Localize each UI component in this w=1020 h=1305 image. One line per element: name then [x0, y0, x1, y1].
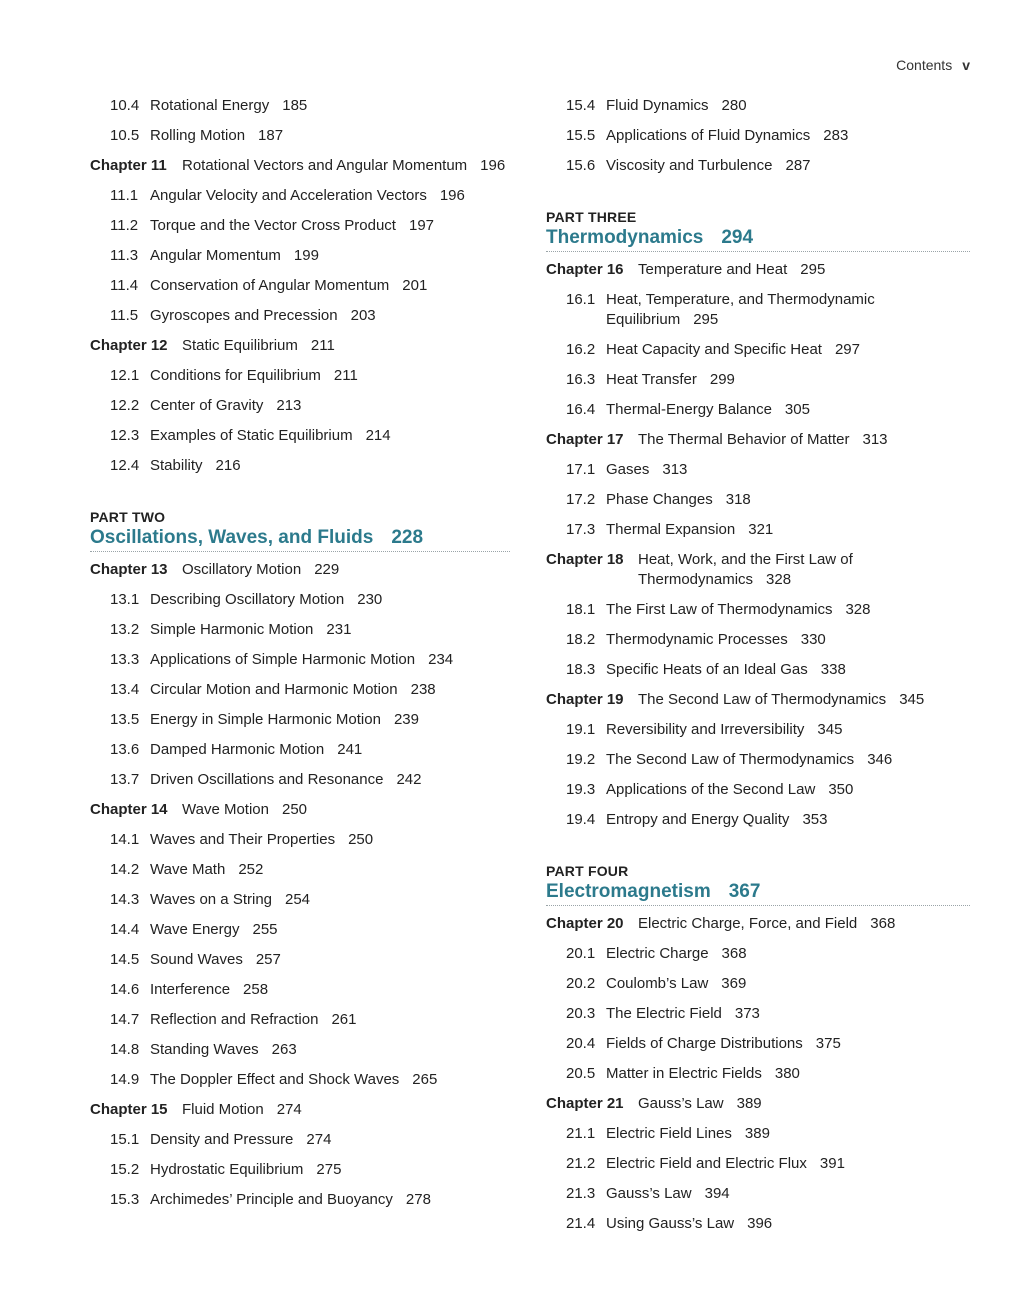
section-number: 12.2 — [110, 397, 140, 414]
section-number: 11.4 — [110, 277, 139, 294]
section-page-number: 338 — [820, 661, 846, 678]
section-page-number: 265 — [412, 1071, 438, 1088]
section-page-number: 238 — [410, 681, 436, 698]
chapter-page-number: 313 — [862, 431, 888, 448]
chapter-title: Fluid Motion — [182, 1101, 264, 1118]
section-title: Conditions for Equilibrium — [150, 367, 321, 384]
chapter-page-number: 368 — [870, 915, 896, 932]
chapter-label: Chapter 14 — [90, 801, 168, 818]
section-page-number: 197 — [408, 217, 435, 234]
section-number: 18.3 — [566, 661, 596, 678]
section-page-number: 185 — [282, 97, 308, 114]
section-title: Gyroscopes and Precession — [150, 307, 338, 324]
section-title: Applications of Simple Harmonic Motion — [150, 651, 416, 668]
section-page-number: 299 — [709, 371, 735, 388]
section-title: Archimedes’ Principle and Buoyancy — [150, 1191, 393, 1208]
part-page-number: 228 — [391, 527, 424, 548]
section-number: 17.2 — [566, 491, 596, 508]
section-page-number: 280 — [721, 97, 747, 114]
section-number: 13.5 — [110, 711, 140, 728]
section-page-number: 391 — [819, 1155, 845, 1172]
toc-section-entry[interactable] — [546, 400, 970, 420]
section-title: Phase Changes — [606, 491, 713, 508]
section-page-number: 318 — [725, 491, 751, 508]
chapter-title: The Thermal Behavior of Matter — [638, 431, 850, 448]
toc-chapter-entry[interactable] — [90, 1100, 510, 1120]
section-number: 11.2 — [110, 217, 139, 234]
section-title: Thermal-Energy Balance — [606, 401, 772, 418]
toc-section-entry[interactable] — [90, 456, 510, 476]
section-number: 14.5 — [110, 951, 140, 968]
section-number: 14.8 — [110, 1041, 140, 1058]
toc-section-entry[interactable] — [90, 650, 510, 670]
section-number: 15.6 — [566, 157, 596, 174]
section-number: 20.3 — [566, 1005, 596, 1022]
toc-chapter-entry[interactable] — [90, 560, 510, 580]
section-page-number: 250 — [348, 831, 374, 848]
section-page-number: 396 — [747, 1215, 773, 1232]
section-title: Gauss’s Law — [606, 1185, 692, 1202]
part-title: Oscillations, Waves, and Fluids — [90, 527, 374, 548]
section-page-number: 241 — [337, 741, 363, 758]
section-title: Sound Waves — [150, 951, 243, 968]
part-heading[interactable] — [546, 880, 970, 906]
toc-section-entry[interactable] — [546, 370, 970, 390]
section-number: 11.3 — [110, 247, 139, 264]
toc-section-entry[interactable] — [546, 974, 970, 994]
toc-section-entry[interactable] — [90, 830, 510, 850]
section-number: 13.2 — [110, 621, 140, 638]
section-title: Using Gauss’s Law — [606, 1215, 735, 1232]
toc-section-entry[interactable] — [546, 810, 970, 830]
section-page-number: 275 — [316, 1161, 342, 1178]
section-title: Gases — [606, 461, 650, 478]
section-number: 14.4 — [110, 921, 140, 938]
section-number: 19.2 — [566, 751, 596, 768]
section-title: Interference — [150, 981, 231, 998]
section-title: Entropy and Energy Quality — [606, 811, 790, 828]
section-title: The Electric Field — [606, 1005, 722, 1022]
section-number: 16.3 — [566, 371, 596, 388]
toc-section-entry[interactable] — [90, 216, 510, 236]
part-heading[interactable] — [546, 226, 970, 252]
section-title: The First Law of Thermodynamics — [606, 601, 833, 618]
running-head-label: Contents — [896, 57, 953, 73]
section-title: Viscosity and Turbulence — [606, 157, 773, 174]
section-number: 10.5 — [110, 127, 140, 144]
toc-section-entry[interactable] — [546, 660, 970, 680]
section-title: The Doppler Effect and Shock Waves — [150, 1071, 400, 1088]
toc-section-entry[interactable] — [90, 710, 510, 730]
chapter-title: The Second Law of Thermodynamics — [638, 691, 887, 708]
toc-section-entry[interactable] — [90, 1040, 510, 1060]
section-page-number: 283 — [823, 127, 849, 144]
chapter-title: Oscillatory Motion — [182, 561, 302, 578]
section-title: Thermodynamic Processes — [606, 631, 788, 648]
section-number: 17.3 — [566, 521, 596, 538]
section-number: 11.1 — [110, 187, 139, 204]
section-title: Rolling Motion — [150, 127, 246, 144]
section-number: 10.4 — [110, 97, 140, 114]
chapter-label: Chapter 21 — [546, 1095, 624, 1112]
chapter-title: Electric Charge, Force, and Field — [638, 915, 858, 932]
part-label: PART FOUR — [546, 863, 629, 879]
section-title: Reversibility and Irreversibility — [606, 721, 805, 738]
chapter-page-number: 328 — [766, 571, 792, 588]
section-page-number: 252 — [238, 861, 264, 878]
section-title: Thermal Expansion — [606, 521, 736, 538]
section-number: 13.3 — [110, 651, 140, 668]
toc-section-entry[interactable] — [546, 600, 970, 620]
section-number: 18.1 — [566, 601, 596, 618]
toc-chapter-entry[interactable] — [546, 260, 970, 280]
part-label: PART TWO — [90, 509, 166, 525]
section-page-number: 261 — [331, 1011, 357, 1028]
section-title: Wave Math — [150, 861, 226, 878]
toc-chapter-entry[interactable] — [546, 1094, 970, 1114]
section-number: 20.2 — [566, 975, 596, 992]
chapter-label: Chapter 19 — [546, 691, 624, 708]
section-page-number: 230 — [357, 591, 383, 608]
chapter-label: Chapter 11 — [90, 157, 167, 174]
toc-chapter-entry[interactable] — [90, 800, 510, 820]
toc-section-entry[interactable] — [90, 950, 510, 970]
toc-section-entry[interactable] — [90, 590, 510, 610]
section-number: 20.4 — [566, 1035, 596, 1052]
toc-section-entry[interactable] — [90, 276, 510, 296]
section-page-number: 380 — [774, 1065, 800, 1082]
toc-section-entry[interactable] — [546, 290, 970, 330]
section-title: Density and Pressure — [150, 1131, 294, 1148]
section-page-number: 257 — [255, 951, 281, 968]
section-title: Reflection and Refraction — [150, 1011, 319, 1028]
toc-left-column — [90, 96, 510, 1220]
section-number: 13.1 — [110, 591, 140, 608]
toc-section-entry[interactable] — [90, 126, 510, 146]
toc-section-entry[interactable] — [546, 1214, 970, 1234]
section-title: Damped Harmonic Motion — [150, 741, 325, 758]
toc-section-entry[interactable] — [90, 426, 510, 446]
section-title: Stability — [150, 457, 203, 474]
chapter-label: Chapter 15 — [90, 1101, 168, 1118]
section-title: Heat, Temperature, and Thermodynamic Equilibrium — [606, 291, 875, 328]
section-number: 19.1 — [566, 721, 596, 738]
section-page-number: 213 — [276, 397, 302, 414]
chapter-label: Chapter 13 — [90, 561, 168, 578]
section-page-number: 346 — [867, 751, 893, 768]
section-number: 12.3 — [110, 427, 140, 444]
toc-section-entry[interactable] — [90, 740, 510, 760]
toc-section-entry[interactable] — [546, 460, 970, 480]
toc-section-entry[interactable] — [546, 156, 970, 176]
section-number: 21.1 — [566, 1125, 596, 1142]
chapter-label: Chapter 12 — [90, 337, 168, 354]
section-title: Applications of the Second Law — [606, 781, 816, 798]
section-page-number: 328 — [845, 601, 871, 618]
section-title: Center of Gravity — [150, 397, 264, 414]
section-page-number: 234 — [428, 651, 454, 668]
toc-section-entry[interactable] — [546, 630, 970, 650]
section-page-number: 211 — [333, 367, 358, 384]
section-title: Specific Heats of an Ideal Gas — [606, 661, 808, 678]
section-page-number: 321 — [748, 521, 774, 538]
toc-section-entry[interactable] — [90, 1130, 510, 1150]
toc-section-entry[interactable] — [546, 720, 970, 740]
chapter-label: Chapter 20 — [546, 915, 624, 932]
part-page-number: 294 — [721, 227, 754, 248]
section-title: Electric Field Lines — [606, 1125, 732, 1142]
section-page-number: 369 — [721, 975, 747, 992]
chapter-title: Wave Motion — [182, 801, 269, 818]
toc-section-entry[interactable] — [90, 860, 510, 880]
section-title: Driven Oscillations and Resonance — [150, 771, 384, 788]
section-page-number: 199 — [293, 247, 319, 264]
section-page-number: 254 — [285, 891, 311, 908]
chapter-page-number: 274 — [276, 1101, 302, 1118]
section-title: Wave Energy — [150, 921, 240, 938]
section-title: Torque and the Vector Cross Product — [150, 217, 396, 234]
section-number: 18.2 — [566, 631, 596, 648]
chapter-label: Chapter 17 — [546, 431, 624, 448]
chapter-page-number: 250 — [281, 801, 308, 818]
section-title: Waves and Their Properties — [150, 831, 336, 848]
section-number: 21.2 — [566, 1155, 596, 1172]
section-number: 20.1 — [566, 945, 596, 962]
running-head — [896, 57, 970, 73]
chapter-title: Temperature and Heat — [638, 261, 788, 278]
toc-chapter-entry[interactable] — [546, 430, 970, 450]
chapter-title: Rotational Vectors and Angular Momentum — [182, 157, 468, 174]
section-title: Matter in Electric Fields — [606, 1065, 762, 1082]
section-page-number: 353 — [802, 811, 828, 828]
toc-section-entry[interactable] — [546, 126, 970, 146]
section-number: 19.3 — [566, 781, 596, 798]
section-number: 12.1 — [110, 367, 140, 384]
section-number: 14.6 — [110, 981, 140, 998]
part-title: Thermodynamics — [546, 227, 704, 248]
section-number: 15.2 — [110, 1161, 140, 1178]
section-title: Heat Capacity and Specific Heat — [606, 341, 822, 358]
chapter-page-number: 211 — [310, 337, 335, 354]
section-title: Simple Harmonic Motion — [150, 621, 314, 638]
toc-section-entry[interactable] — [546, 1004, 970, 1024]
chapter-title: Heat, Work, and the First Law of Thermodynamics — [638, 551, 853, 588]
toc-section-entry[interactable] — [90, 680, 510, 700]
section-page-number: 258 — [243, 981, 269, 998]
section-number: 14.2 — [110, 861, 140, 878]
section-title: Conservation of Angular Momentum — [150, 277, 390, 294]
section-title: Hydrostatic Equilibrium — [150, 1161, 304, 1178]
toc-section-entry[interactable] — [90, 366, 510, 386]
section-page-number: 297 — [834, 341, 860, 358]
toc-chapter-entry[interactable] — [546, 690, 970, 710]
part-label: PART THREE — [546, 209, 637, 225]
section-title: Waves on a String — [150, 891, 272, 908]
toc-section-entry[interactable] — [546, 1154, 970, 1174]
section-number: 11.5 — [110, 307, 139, 324]
section-number: 15.5 — [566, 127, 596, 144]
section-title: The Second Law of Thermodynamics — [606, 751, 855, 768]
toc-chapter-entry[interactable] — [546, 550, 970, 590]
section-number: 20.5 — [566, 1065, 596, 1082]
toc-section-entry[interactable] — [90, 306, 510, 326]
toc-section-entry[interactable] — [546, 340, 970, 360]
toc-chapter-entry[interactable] — [90, 336, 510, 356]
section-title: Electric Field and Electric Flux — [606, 1155, 807, 1172]
toc-section-entry[interactable] — [90, 1160, 510, 1180]
toc-section-entry[interactable] — [90, 186, 510, 206]
toc-right-column — [546, 96, 970, 1244]
section-title: Electric Charge — [606, 945, 709, 962]
toc-section-entry[interactable] — [546, 1124, 970, 1144]
section-page-number: 255 — [252, 921, 278, 938]
toc-section-entry[interactable] — [90, 620, 510, 640]
section-title: Fluid Dynamics — [606, 97, 709, 114]
section-number: 15.4 — [566, 97, 596, 114]
toc-section-entry[interactable] — [90, 1190, 510, 1210]
chapter-page-number: 345 — [899, 691, 925, 708]
section-title: Describing Oscillatory Motion — [150, 591, 345, 608]
chapter-page-number: 196 — [480, 157, 506, 174]
chapter-page-number: 389 — [736, 1095, 762, 1112]
section-title: Examples of Static Equilibrium — [150, 427, 353, 444]
part-title: Electromagnetism — [546, 881, 711, 902]
section-page-number: 389 — [744, 1125, 770, 1142]
section-page-number: 373 — [734, 1005, 760, 1022]
section-page-number: 242 — [396, 771, 422, 788]
chapter-label: Chapter 18 — [546, 551, 624, 568]
toc-section-entry[interactable] — [546, 1184, 970, 1204]
toc-section-entry[interactable] — [546, 750, 970, 770]
section-title: Angular Velocity and Acceleration Vectors — [150, 187, 427, 204]
section-number: 21.4 — [566, 1215, 596, 1232]
chapter-page-number: 229 — [314, 561, 340, 578]
section-title: Energy in Simple Harmonic Motion — [150, 711, 381, 728]
section-page-number: 330 — [800, 631, 826, 648]
chapter-title: Static Equilibrium — [182, 337, 298, 354]
running-head-page-number: v — [962, 57, 970, 73]
section-number: 16.2 — [566, 341, 596, 358]
toc-section-entry[interactable] — [90, 96, 510, 116]
section-page-number: 196 — [439, 187, 465, 204]
section-title: Applications of Fluid Dynamics — [606, 127, 811, 144]
section-page-number: 350 — [828, 781, 854, 798]
section-number: 15.3 — [110, 1191, 140, 1208]
section-number: 12.4 — [110, 457, 140, 474]
section-number: 14.1 — [110, 831, 140, 848]
section-number: 16.1 — [566, 291, 596, 308]
section-title: Fields of Charge Distributions — [606, 1035, 803, 1052]
toc-section-entry[interactable] — [90, 396, 510, 416]
chapter-page-number: 295 — [800, 261, 826, 278]
part-page-number: 367 — [728, 881, 761, 902]
section-title: Heat Transfer — [606, 371, 697, 388]
section-page-number: 231 — [326, 621, 352, 638]
toc-section-entry[interactable] — [90, 890, 510, 910]
section-page-number: 305 — [784, 401, 810, 418]
toc-section-entry[interactable] — [546, 1034, 970, 1054]
section-number: 19.4 — [566, 811, 596, 828]
toc-section-entry[interactable] — [546, 520, 970, 540]
section-title: Angular Momentum — [150, 247, 281, 264]
toc-section-entry[interactable] — [546, 944, 970, 964]
section-page-number: 263 — [271, 1041, 297, 1058]
section-page-number: 368 — [721, 945, 747, 962]
toc-section-entry[interactable] — [90, 980, 510, 1000]
section-number: 13.7 — [110, 771, 140, 788]
chapter-title: Gauss’s Law — [638, 1095, 724, 1112]
section-number: 14.9 — [110, 1071, 140, 1088]
section-page-number: 187 — [258, 127, 284, 144]
toc-section-entry[interactable] — [546, 1064, 970, 1084]
section-page-number: 345 — [817, 721, 843, 738]
section-page-number: 274 — [306, 1131, 332, 1148]
toc-chapter-entry[interactable] — [90, 156, 510, 176]
section-number: 17.1 — [566, 461, 596, 478]
section-number: 14.3 — [110, 891, 140, 908]
section-number: 15.1 — [110, 1131, 140, 1148]
toc-section-entry[interactable] — [90, 1010, 510, 1030]
part-heading[interactable] — [90, 526, 510, 552]
toc-section-entry[interactable] — [546, 96, 970, 116]
section-page-number: 295 — [693, 311, 719, 328]
section-page-number: 394 — [704, 1185, 730, 1202]
section-number: 13.6 — [110, 741, 140, 758]
section-number: 13.4 — [110, 681, 140, 698]
toc-chapter-entry[interactable] — [546, 914, 970, 934]
chapter-label: Chapter 16 — [546, 261, 624, 278]
section-page-number: 375 — [815, 1035, 841, 1052]
section-page-number: 239 — [393, 711, 419, 728]
section-number: 14.7 — [110, 1011, 140, 1028]
section-number: 21.3 — [566, 1185, 596, 1202]
toc-section-entry[interactable] — [90, 920, 510, 940]
section-title: Coulomb’s Law — [606, 975, 709, 992]
toc-section-entry[interactable] — [90, 246, 510, 266]
toc-section-entry[interactable] — [546, 780, 970, 800]
section-page-number: 287 — [785, 157, 811, 174]
section-page-number: 313 — [662, 461, 688, 478]
toc-section-entry[interactable] — [546, 490, 970, 510]
section-title: Rotational Energy — [150, 97, 270, 114]
section-page-number: 214 — [365, 427, 391, 444]
section-title: Standing Waves — [150, 1041, 259, 1058]
toc-section-entry[interactable] — [90, 770, 510, 790]
section-page-number: 201 — [402, 277, 428, 294]
toc-section-entry[interactable] — [90, 1070, 510, 1090]
section-page-number: 278 — [405, 1191, 431, 1208]
section-number: 16.4 — [566, 401, 596, 418]
section-page-number: 203 — [350, 307, 376, 324]
section-title: Circular Motion and Harmonic Motion — [150, 681, 398, 698]
section-page-number: 216 — [215, 457, 241, 474]
